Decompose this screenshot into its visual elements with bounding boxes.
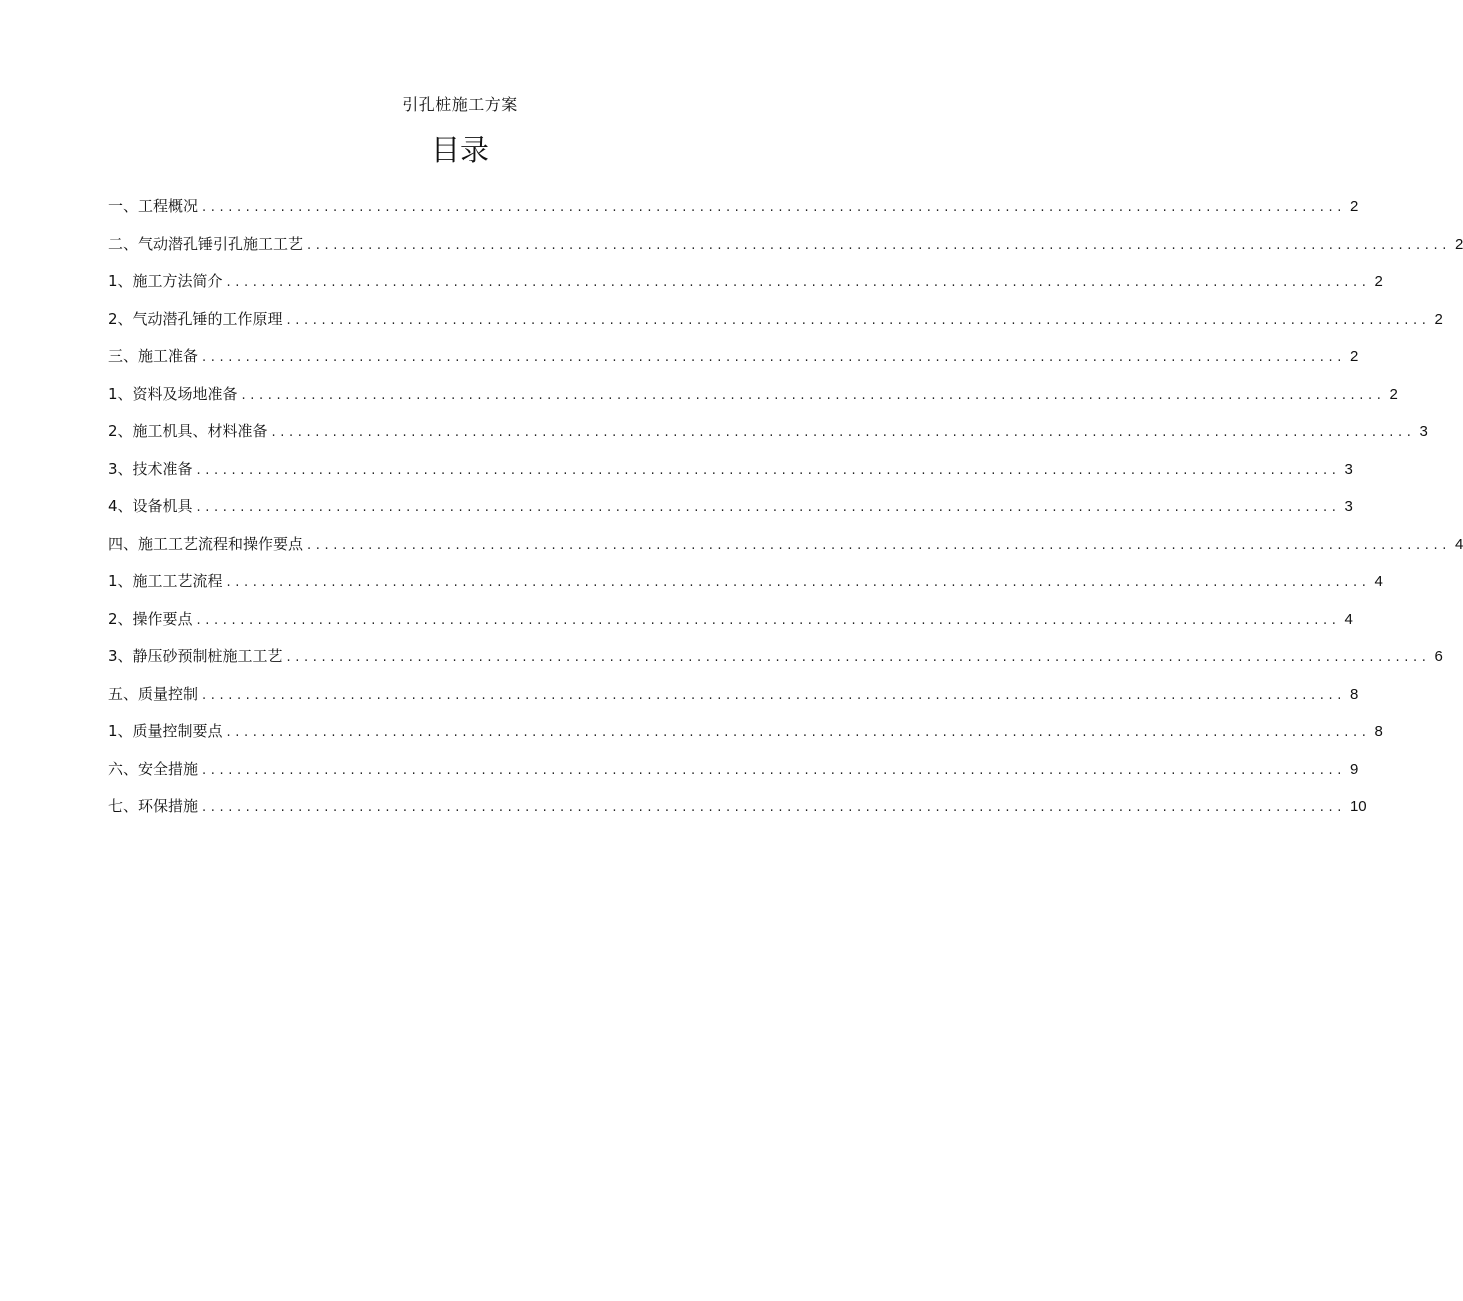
toc-entry-method-intro[interactable] [108, 270, 1383, 308]
toc-dot-leader: ................................................................................................................................... [307, 537, 1451, 553]
toc-entry-label: 七、环保措施 [108, 797, 199, 815]
toc-dot-leader: ................................................................................................................................... [202, 350, 1346, 365]
toc-entry-label: 五、质量控制 [108, 684, 199, 703]
toc-entry-label: 1、施工方法简介 [108, 272, 223, 290]
toc-entry-label: 3、技术准备 [108, 459, 193, 478]
toc-page-number: 3 [1344, 460, 1353, 478]
toc-entry-environmental-measures[interactable] [108, 795, 1367, 833]
toc-entry-label: 2、气动潜孔锤的工作原理 [108, 309, 283, 328]
toc-entry-label: 四、施工工艺流程和操作要点 [108, 534, 304, 553]
toc-heading: 目录 [430, 133, 489, 167]
toc-entry-label: 4、设备机具 [108, 497, 193, 515]
toc-entry-label: 2、操作要点 [108, 609, 193, 628]
toc-entry-working-principle[interactable] [108, 308, 1443, 346]
toc-dot-leader: ................................................................................................................................... [196, 462, 1341, 478]
toc-dot-leader: ................................................................................................................................... [202, 762, 1346, 778]
toc-dot-leader: ................................................................................................................................... [226, 575, 1371, 590]
toc-page-number: 2 [1349, 198, 1359, 215]
toc-entry-operation-key-points[interactable] [108, 608, 1353, 646]
toc-page-number: 4 [1454, 535, 1463, 553]
toc-page-number: 3 [1344, 498, 1353, 515]
toc-entry-machinery-materials[interactable] [108, 420, 1428, 458]
toc-page-number: 8 [1374, 723, 1383, 740]
toc-page-number: 6 [1434, 648, 1443, 665]
toc-entry-construction-preparation[interactable] [108, 345, 1359, 383]
toc-page-number: 2 [1374, 273, 1383, 290]
toc-entry-label: 3、静压砂预制桩施工工艺 [108, 647, 283, 665]
toc-page-number: 4 [1344, 610, 1353, 628]
toc-page-number: 2 [1454, 235, 1463, 253]
toc-entry-static-pressure-pile[interactable] [108, 645, 1443, 683]
toc-entry-quality-control[interactable] [108, 683, 1359, 721]
toc-entry-process-flow-key-points[interactable] [108, 533, 1463, 571]
toc-page-number: 3 [1419, 423, 1428, 440]
toc-page-number: 8 [1349, 685, 1359, 703]
toc-entry-process-flow[interactable] [108, 570, 1383, 608]
toc-entry-label: 二、气动潜孔锤引孔施工工艺 [108, 234, 304, 253]
toc-page-number: 2 [1434, 310, 1443, 328]
toc-entry-engineering-overview[interactable] [108, 195, 1359, 233]
toc-dot-leader: ................................................................................................................................... [226, 725, 1371, 740]
toc-entry-label: 1、资料及场地准备 [108, 384, 238, 403]
toc-entry-label: 1、质量控制要点 [108, 722, 223, 740]
toc-entry-label: 一、工程概况 [108, 197, 199, 215]
toc-entry-safety-measures[interactable] [108, 758, 1359, 796]
toc-dot-leader: ................................................................................................................................... [286, 650, 1431, 665]
toc-entry-label: 1、施工工艺流程 [108, 572, 223, 590]
toc-entry-dth-hammer-process[interactable] [108, 233, 1463, 271]
toc-entry-quality-key-points[interactable] [108, 720, 1383, 758]
toc-entry-technical-preparation[interactable] [108, 458, 1353, 496]
toc-dot-leader: ................................................................................................................................... [202, 200, 1346, 215]
toc-dot-leader: ................................................................................................................................... [196, 500, 1341, 515]
toc-dot-leader: ................................................................................................................................... [307, 237, 1451, 253]
toc-entry-label: 六、安全措施 [108, 759, 199, 778]
toc-entry-label: 2、施工机具、材料准备 [108, 422, 268, 440]
toc-page-number: 9 [1349, 760, 1359, 778]
toc-dot-leader: ................................................................................................................................... [202, 687, 1346, 703]
toc-dot-leader: ................................................................................................................................... [202, 800, 1346, 815]
toc-dot-leader: ................................................................................................................................... [196, 612, 1341, 628]
toc-page-number: 4 [1374, 573, 1383, 590]
table-of-contents [108, 195, 1463, 833]
toc-dot-leader: ................................................................................................................................... [226, 275, 1371, 290]
toc-dot-leader: ................................................................................................................................... [241, 387, 1386, 403]
toc-entry-site-preparation[interactable] [108, 383, 1398, 421]
toc-dot-leader: ................................................................................................................................... [286, 312, 1431, 328]
toc-page-number: 2 [1389, 385, 1398, 403]
toc-page-number: 2 [1349, 348, 1359, 365]
document-title: 引孔桩施工方案 [402, 95, 518, 114]
toc-entry-label: 三、施工准备 [108, 347, 199, 365]
toc-page-number: 10 [1349, 798, 1367, 815]
toc-entry-equipment[interactable] [108, 495, 1353, 533]
toc-dot-leader: ................................................................................................................................... [271, 425, 1416, 440]
